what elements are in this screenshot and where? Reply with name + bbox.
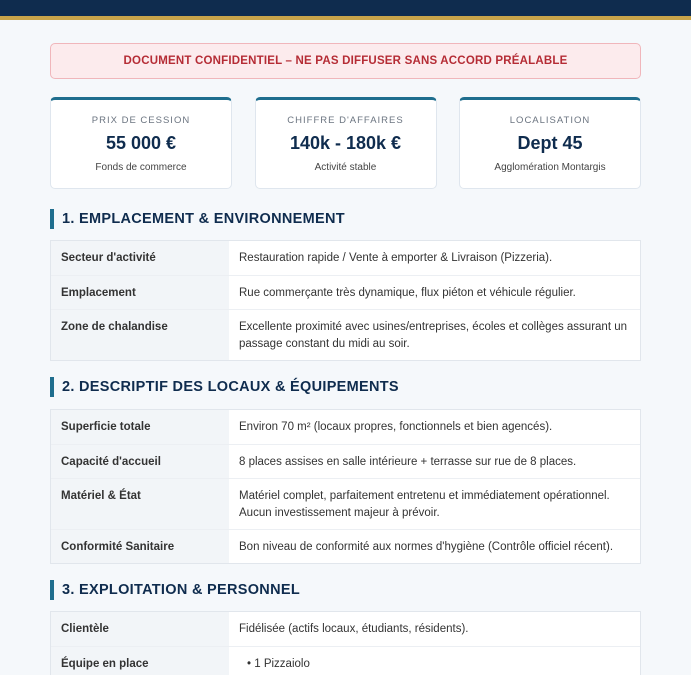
row-value: 8 places assises en salle intérieure + terrasse sur rue de 8 places. (239, 456, 577, 468)
table-exploitation (50, 611, 641, 675)
row-value: Bon niveau de conformité aux normes d'hygiène (Contrôle officiel récent). (239, 541, 614, 553)
section-title-emplacement (50, 209, 641, 229)
row-key: Clientèle (51, 612, 229, 646)
table-row (51, 478, 640, 529)
table-locaux (50, 409, 641, 564)
card-revenue (255, 97, 437, 189)
section-accent-bar (50, 580, 54, 600)
card-subtitle: Activité stable (314, 162, 377, 173)
section-accent-bar (50, 209, 54, 229)
section-title-text: 2. DESCRIPTIF DES LOCAUX & ÉQUIPEMENTS (62, 379, 399, 395)
summary-cards (50, 97, 641, 189)
table-row (51, 529, 640, 563)
table-row (51, 309, 640, 360)
row-key: Équipe en place (51, 647, 229, 675)
row-key: Capacité d'accueil (51, 445, 229, 478)
card-value: 55 000 € (105, 133, 177, 153)
row-value: Excellente proximité avec usines/entreprises, écoles et collèges assurant un passage constant du midi au soir. (239, 321, 628, 350)
row-key: Secteur d'activité (51, 241, 229, 275)
card-value: 140k - 180k € (289, 133, 402, 153)
section-title-text: 3. EXPLOITATION & PERSONNEL (62, 582, 300, 598)
row-value: Restauration rapide / Vente à emporter & Livraison (Pizzeria). (239, 252, 553, 264)
section-accent-bar (50, 377, 54, 397)
card-subtitle: Agglomération Montargis (494, 162, 606, 173)
row-value: Matériel complet, parfaitement entretenu et immédiatement opérationnel. Aucun investissement majeur à prévoir. (239, 490, 610, 519)
team-list (239, 656, 630, 673)
list-item: • 1 Pizzaiolo (247, 656, 630, 673)
section-title-exploitation (50, 580, 641, 600)
row-key: Zone de chalandise (51, 310, 229, 360)
row-value: Rue commerçante très dynamique, flux piéton et véhicule régulier. (239, 287, 576, 299)
row-key: Superficie totale (51, 410, 229, 444)
row-value: Environ 70 m² (locaux propres, fonctionnels et bien agencés). (239, 421, 553, 433)
row-value: Fidélisée (actifs locaux, étudiants, résidents). (239, 623, 469, 635)
row-key: Emplacement (51, 276, 229, 309)
card-value: Dept 45 (517, 133, 583, 153)
card-price (50, 97, 232, 189)
card-label: CHIFFRE D'AFFAIRES (287, 115, 404, 126)
table-emplacement (50, 240, 641, 361)
header-bar (0, 0, 691, 20)
section-title-text: 1. EMPLACEMENT & ENVIRONNEMENT (62, 211, 345, 227)
card-subtitle: Fonds de commerce (95, 162, 187, 173)
table-row (51, 646, 640, 675)
row-key: Conformité Sanitaire (51, 530, 229, 563)
confidential-banner: DOCUMENT CONFIDENTIEL – NE PAS DIFFUSER SANS ACCORD PRÉALABLE (50, 43, 641, 79)
document-body (50, 43, 641, 675)
card-label: LOCALISATION (509, 115, 591, 126)
table-row (51, 444, 640, 478)
section-title-locaux (50, 377, 641, 397)
table-row (51, 275, 640, 309)
table-row (51, 410, 640, 444)
row-key: Matériel & État (51, 479, 229, 529)
card-location (459, 97, 641, 189)
table-row (51, 612, 640, 646)
row-value (229, 647, 640, 675)
table-row (51, 241, 640, 275)
card-label: PRIX DE CESSION (91, 115, 191, 126)
